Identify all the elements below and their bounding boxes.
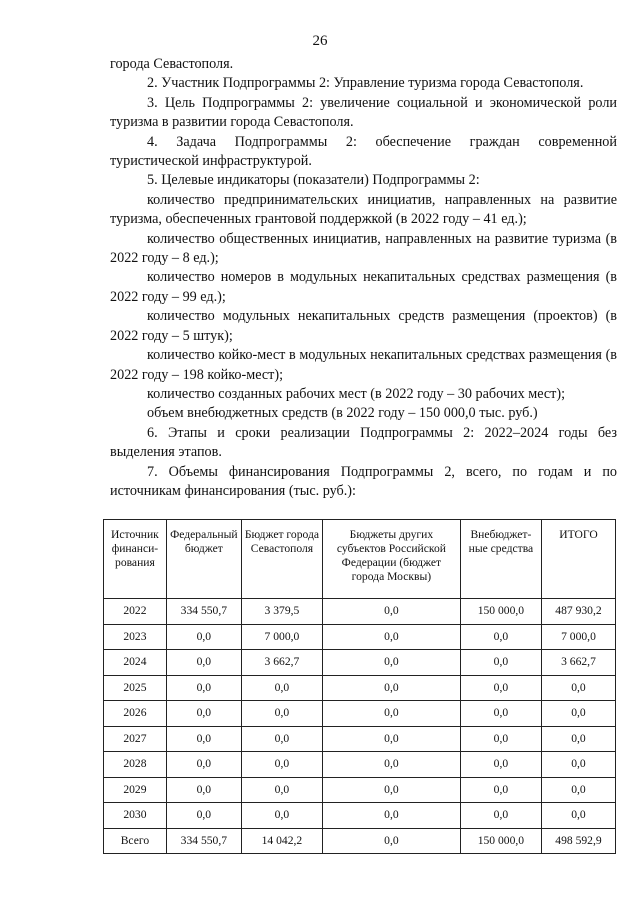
table-row-label: 2026: [104, 701, 167, 727]
table-row: [104, 777, 616, 803]
table-cell: 0,0: [322, 726, 460, 752]
table-row: [104, 599, 616, 625]
table-cell: 0,0: [241, 726, 322, 752]
table-cell: 0,0: [322, 752, 460, 778]
paragraph: 7. Объемы финансирования Подпрограммы 2, всего, по годам и по источникам финансирования (тыс. руб.):: [110, 463, 617, 499]
table-header-cell: Внебюджет-ные средства: [460, 520, 541, 599]
table-cell: 0,0: [166, 650, 241, 676]
table-header-cell: Бюджет города Севастополя: [241, 520, 322, 599]
table-row: [104, 828, 616, 854]
table-row: [104, 726, 616, 752]
table-cell: 0,0: [541, 701, 615, 727]
table-body: [104, 599, 616, 854]
table-cell: 0,0: [322, 803, 460, 829]
table-cell: 0,0: [166, 701, 241, 727]
table-cell: 0,0: [322, 599, 460, 625]
table-cell: 0,0: [541, 726, 615, 752]
table-header-row: [104, 520, 616, 599]
table-cell: 0,0: [541, 752, 615, 778]
paragraph: 4. Задача Подпрограммы 2: обеспечение граждан современной туристической инфраструктурой.: [110, 133, 617, 170]
table-cell: 0,0: [460, 675, 541, 701]
paragraph: объем внебюджетных средств (в 2022 году – 150 000,0 тыс. руб.): [147, 405, 538, 422]
table-cell: 0,0: [460, 777, 541, 803]
paragraph: количество созданных рабочих мест (в 2022 году – 30 рабочих мест);: [147, 385, 566, 402]
table-header-cell: ИТОГО: [541, 520, 615, 599]
table-row: [104, 803, 616, 829]
table-cell: 3 662,7: [241, 650, 322, 676]
table-cell: 0,0: [322, 828, 460, 854]
table-cell: 0,0: [322, 777, 460, 803]
table-cell: 0,0: [166, 624, 241, 650]
table-header-cell: Источник финанси-рования: [104, 520, 167, 599]
table-cell: 0,0: [460, 650, 541, 676]
table-cell: 0,0: [460, 726, 541, 752]
table-cell: 334 550,7: [166, 599, 241, 625]
table-cell: 0,0: [166, 777, 241, 803]
table-cell: 0,0: [241, 803, 322, 829]
document-body: [110, 55, 617, 501]
table-cell: 0,0: [241, 752, 322, 778]
paragraph: 3. Цель Подпрограммы 2: увеличение социальной и экономической роли туризма в развитии города Севастополя.: [110, 94, 617, 131]
table-cell: 3 662,7: [541, 650, 615, 676]
paragraph: 5. Целевые индикаторы (показатели) Подпрограммы 2:: [147, 172, 480, 189]
table-cell: 0,0: [166, 803, 241, 829]
table-cell: 487 930,2: [541, 599, 615, 625]
table-cell: 0,0: [322, 650, 460, 676]
table-cell: 3 379,5: [241, 599, 322, 625]
table-cell: 0,0: [541, 675, 615, 701]
table-cell: 0,0: [322, 624, 460, 650]
table-cell: 0,0: [241, 777, 322, 803]
paragraph: количество койко-мест в модульных некапитальных средствах размещения (в 2022 году – 198 койко-мест);: [110, 347, 617, 383]
table-cell: 14 042,2: [241, 828, 322, 854]
paragraph: количество модульных некапитальных средств размещения (проектов) (в 2022 году – 5 штук);: [110, 308, 617, 344]
table-row: [104, 675, 616, 701]
paragraph: города Севастополя.: [110, 56, 234, 72]
table-cell: 0,0: [166, 675, 241, 701]
table-row: [104, 650, 616, 676]
page-number: 26: [312, 33, 328, 49]
table-cell: 334 550,7: [166, 828, 241, 854]
table-cell: 0,0: [460, 624, 541, 650]
financing-table: [103, 519, 616, 854]
table-row-label: 2030: [104, 803, 167, 829]
table-cell: 0,0: [541, 803, 615, 829]
table-cell: 150 000,0: [460, 828, 541, 854]
table-cell: 150 000,0: [460, 599, 541, 625]
paragraph: количество общественных инициатив, направленных на развитие туризма (в 2022 году – 8 ед.);: [110, 230, 617, 267]
table-header-cell: Федеральный бюджет: [166, 520, 241, 599]
table-row: [104, 624, 616, 650]
paragraph: 2. Участник Подпрограммы 2: Управление туризма города Севастополя.: [147, 75, 584, 92]
table-row-label: 2024: [104, 650, 167, 676]
table-cell: 0,0: [241, 701, 322, 727]
table-row-label: 2023: [104, 624, 167, 650]
table-cell: 0,0: [322, 675, 460, 701]
table-cell: 498 592,9: [541, 828, 615, 854]
paragraph: 6. Этапы и сроки реализации Подпрограммы 2: 2022–2024 годы без выделения этапов.: [110, 424, 617, 461]
table-cell: 0,0: [166, 726, 241, 752]
table-cell: 0,0: [541, 777, 615, 803]
table-row-label: 2022: [104, 599, 167, 625]
table-cell: 7 000,0: [541, 624, 615, 650]
table-cell: 0,0: [322, 701, 460, 727]
table-cell: 0,0: [241, 675, 322, 701]
table-row-label: 2029: [104, 777, 167, 803]
paragraph: количество номеров в модульных некапитальных средствах размещения (в 2022 году – 99 ед.);: [110, 269, 617, 305]
paragraph: количество предпринимательских инициатив, направленных на развитие туризма, обеспеченных грантовой поддержкой (в 2022 году – 41 ед.);: [110, 191, 617, 228]
table-cell: 0,0: [460, 701, 541, 727]
table-row-label: 2028: [104, 752, 167, 778]
table-row: [104, 701, 616, 727]
table-row: [104, 752, 616, 778]
table-row-label: Всего: [104, 828, 167, 854]
table-row-label: 2027: [104, 726, 167, 752]
table-cell: 0,0: [460, 752, 541, 778]
table-row-label: 2025: [104, 675, 167, 701]
table-cell: 7 000,0: [241, 624, 322, 650]
table-cell: 0,0: [166, 752, 241, 778]
table-header-cell: Бюджеты других субъектов Российской Федерации (бюджет города Москвы): [322, 520, 460, 599]
table-cell: 0,0: [460, 803, 541, 829]
